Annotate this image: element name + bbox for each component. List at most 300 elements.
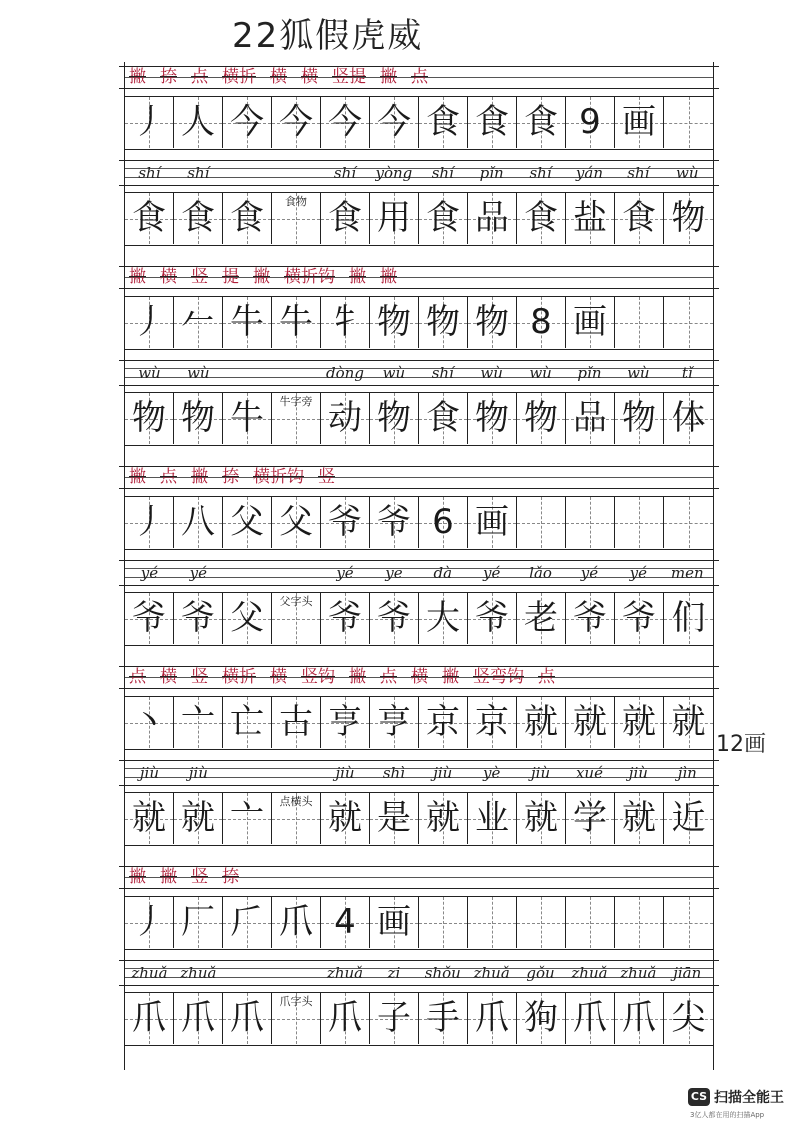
pinyin-syllable xyxy=(223,758,272,788)
grid-cell xyxy=(174,193,223,244)
pinyin-syllable: jiù xyxy=(139,764,159,782)
scanner-logo-icon: CS xyxy=(688,1088,710,1106)
practice-character: 爪 xyxy=(622,998,656,1038)
pinyin-syllable: men xyxy=(670,564,704,582)
practice-character: 手 xyxy=(426,998,460,1038)
stroke-name: 竖提 xyxy=(332,67,366,87)
practice-character: 物 xyxy=(671,198,706,238)
practice-character: 爷 xyxy=(573,598,607,638)
grid-cell xyxy=(664,897,713,948)
pinyin-syllable xyxy=(223,358,272,388)
grid-cell xyxy=(566,897,615,948)
pinyin-syllable: jìn xyxy=(677,764,697,782)
word-practice-row xyxy=(125,792,713,846)
pinyin-syllable: shì xyxy=(382,764,405,782)
grid-cell xyxy=(223,897,272,948)
trace-character: 八 xyxy=(181,502,215,542)
radical-name: 爪字头 xyxy=(279,995,313,1008)
grid-cell xyxy=(566,97,615,148)
grid-cell xyxy=(272,193,321,244)
pinyin-syllable: shí xyxy=(333,164,357,182)
grid-cell xyxy=(125,497,174,548)
grid-cell xyxy=(664,697,713,748)
grid-cell xyxy=(664,993,713,1044)
practice-character: 爪 xyxy=(573,998,607,1038)
stroke-trace-row xyxy=(125,696,713,750)
stroke-trace-row xyxy=(125,896,713,950)
practice-character: 物 xyxy=(524,398,558,438)
trace-character: 京 xyxy=(426,702,460,742)
trace-character: 就 xyxy=(524,702,558,742)
practice-character: 食 xyxy=(524,198,558,238)
scanner-watermark xyxy=(688,1086,798,1122)
grid-cell xyxy=(272,697,321,748)
word-practice-row xyxy=(125,392,713,446)
trace-character: 就 xyxy=(573,702,607,742)
stroke-name: 撇 xyxy=(349,667,366,687)
stroke-name: 点 xyxy=(160,467,177,487)
stroke-order-row xyxy=(125,662,713,692)
pinyin-syllable: shí xyxy=(138,164,161,182)
stroke-name: 点 xyxy=(380,667,397,687)
grid-cell xyxy=(419,393,468,444)
practice-character: 业 xyxy=(475,798,509,838)
grid-cell xyxy=(468,97,517,148)
pinyin-syllable: yé xyxy=(336,564,354,582)
grid-cell xyxy=(566,193,615,244)
word-practice-row xyxy=(125,592,713,646)
grid-cell xyxy=(223,193,272,244)
practice-character: 爷 xyxy=(132,598,166,638)
grid-cell xyxy=(419,793,468,844)
stroke-name: 捺 xyxy=(222,867,239,887)
trace-character: 物 xyxy=(377,302,411,342)
grid-cell xyxy=(370,793,419,844)
grid-cell xyxy=(174,593,223,644)
practice-character: 物 xyxy=(475,398,509,438)
pinyin-syllable: wù xyxy=(480,364,503,382)
trace-character: 食 xyxy=(475,102,509,142)
practice-character: 物 xyxy=(132,398,166,438)
pinyin-syllable xyxy=(223,558,272,588)
grid-cell xyxy=(370,497,419,548)
grid-cell xyxy=(615,993,664,1044)
grid-cell xyxy=(615,697,664,748)
grid-cell xyxy=(566,297,615,348)
stroke-name: 竖 xyxy=(191,667,208,687)
grid-cell xyxy=(272,297,321,348)
stroke-name: 撇 xyxy=(160,867,177,887)
practice-character: 食 xyxy=(426,198,460,238)
trace-character: 今 xyxy=(230,102,264,142)
pinyin-syllable: jiù xyxy=(188,764,208,782)
grid-cell xyxy=(223,97,272,148)
pinyin-syllable: xué xyxy=(575,764,603,782)
practice-character: 食 xyxy=(622,198,656,238)
stroke-name: 捺 xyxy=(222,467,239,487)
word-practice-row xyxy=(125,192,713,246)
grid-cell xyxy=(370,297,419,348)
grid-cell xyxy=(223,297,272,348)
grid-cell xyxy=(272,993,321,1044)
trace-character: 爷 xyxy=(377,502,411,542)
stroke-trace-row xyxy=(125,496,713,550)
practice-character: 爷 xyxy=(328,598,362,638)
grid-cell xyxy=(223,993,272,1044)
grid-cell xyxy=(223,497,272,548)
pinyin-row xyxy=(125,158,713,188)
trace-character: 6 xyxy=(432,502,454,542)
pinyin-syllable: wù xyxy=(529,364,552,382)
grid-cell xyxy=(321,793,370,844)
grid-cell xyxy=(468,697,517,748)
grid-cell xyxy=(566,697,615,748)
practice-character: 品 xyxy=(475,198,509,238)
pinyin-syllable: ye xyxy=(385,564,403,582)
pinyin-syllable: yè xyxy=(483,764,501,782)
practice-character: 就 xyxy=(328,798,362,838)
grid-cell xyxy=(468,897,517,948)
grid-cell xyxy=(566,993,615,1044)
grid-cell xyxy=(174,393,223,444)
grid-cell xyxy=(615,793,664,844)
stroke-order-row xyxy=(125,262,713,292)
grid-cell xyxy=(125,297,174,348)
practice-character: 爷 xyxy=(377,598,411,638)
grid-cell xyxy=(223,393,272,444)
trace-character: 亨 xyxy=(377,702,411,742)
pinyin-syllable: gǒu xyxy=(526,964,555,982)
grid-cell xyxy=(223,793,272,844)
grid-cell xyxy=(125,393,174,444)
stroke-name: 点 xyxy=(411,67,428,87)
stroke-name: 点 xyxy=(129,667,146,687)
pinyin-syllable: wù xyxy=(627,364,650,382)
pinyin-syllable: zhuǎ xyxy=(326,964,364,982)
grid-cell xyxy=(566,593,615,644)
stroke-name: 横 xyxy=(270,67,287,87)
grid-cell xyxy=(125,193,174,244)
pinyin-syllable: jiù xyxy=(433,764,453,782)
pinyin-syllable xyxy=(272,958,321,988)
stroke-name: 撇 xyxy=(442,667,459,687)
grid-cell xyxy=(370,97,419,148)
grid-cell xyxy=(321,193,370,244)
grid-cell xyxy=(125,697,174,748)
practice-character: 老 xyxy=(524,598,558,638)
grid-cell xyxy=(370,993,419,1044)
radical-name: 牛字旁 xyxy=(279,395,313,408)
pinyin-syllable: yé xyxy=(483,564,501,582)
grid-cell xyxy=(664,193,713,244)
grid-cell xyxy=(223,697,272,748)
pinyin-syllable: shí xyxy=(627,164,650,182)
trace-character: 丿 xyxy=(132,902,166,942)
grid-cell xyxy=(468,393,517,444)
stroke-name: 横 xyxy=(160,667,177,687)
practice-character: 爷 xyxy=(475,598,509,638)
pinyin-syllable: pǐn xyxy=(479,164,504,182)
pinyin-syllable xyxy=(272,558,321,588)
grid-cell xyxy=(664,97,713,148)
grid-cell xyxy=(468,793,517,844)
trace-character: 食 xyxy=(524,102,558,142)
pinyin-syllable: shí xyxy=(187,164,210,182)
practice-character: 大 xyxy=(426,598,460,638)
grid-cell xyxy=(419,697,468,748)
grid-cell xyxy=(468,497,517,548)
trace-character: 人 xyxy=(181,102,215,142)
stroke-name: 捺 xyxy=(160,67,177,87)
pinyin-syllable: yé xyxy=(140,564,159,582)
grid-cell xyxy=(664,393,713,444)
grid-cell xyxy=(125,897,174,948)
grid-cell xyxy=(615,297,664,348)
trace-character: 食 xyxy=(426,102,460,142)
pinyin-syllable: shí xyxy=(431,164,454,182)
pinyin-syllable: zhuǎ xyxy=(131,964,168,982)
stroke-trace-row xyxy=(125,96,713,150)
radical-name: 父字头 xyxy=(279,595,313,608)
practice-character: 是 xyxy=(377,798,411,838)
trace-character: 丿 xyxy=(132,102,166,142)
trace-character: 爪 xyxy=(279,902,313,942)
grid-cell xyxy=(419,297,468,348)
pinyin-syllable: shí xyxy=(529,164,552,182)
practice-character: 就 xyxy=(132,798,166,838)
grid-cell xyxy=(615,497,664,548)
grid-cell xyxy=(468,993,517,1044)
trace-character: 牛 xyxy=(230,302,264,342)
stroke-name: 撇 xyxy=(129,467,146,487)
stroke-name: 横折 xyxy=(222,67,256,87)
grid-cell xyxy=(125,97,174,148)
grid-cell xyxy=(272,593,321,644)
practice-character: 亠 xyxy=(230,798,264,838)
practice-character: 物 xyxy=(181,398,215,438)
stroke-name: 撇 xyxy=(380,267,397,287)
grid-cell xyxy=(272,97,321,148)
trace-character: 丿 xyxy=(132,302,166,342)
grid-cell xyxy=(223,593,272,644)
grid-cell xyxy=(321,593,370,644)
word-practice-row xyxy=(125,992,713,1046)
trace-character: 今 xyxy=(279,102,313,142)
pinyin-syllable: zi xyxy=(387,964,401,982)
trace-character: 画 xyxy=(573,302,607,342)
grid-cell xyxy=(517,897,566,948)
grid-cell xyxy=(664,297,713,348)
stroke-name: 横 xyxy=(160,267,177,287)
stroke-name: 撇 xyxy=(380,67,397,87)
pinyin-syllable xyxy=(272,358,321,388)
stroke-order-row xyxy=(125,462,713,492)
practice-character: 物 xyxy=(377,398,411,438)
pinyin-syllable: yán xyxy=(575,164,603,182)
trace-character: 亡 xyxy=(230,702,264,742)
stroke-name: 竖弯钩 xyxy=(473,667,524,687)
stroke-name: 撇 xyxy=(129,67,146,87)
stroke-name: 横折 xyxy=(222,667,256,687)
pinyin-syllable: yòng xyxy=(375,164,413,182)
grid-cell xyxy=(664,793,713,844)
stroke-count-note: 12画 xyxy=(716,732,766,757)
pinyin-row xyxy=(125,358,713,388)
grid-cell xyxy=(370,393,419,444)
pinyin-syllable xyxy=(272,758,321,788)
grid-cell xyxy=(174,497,223,548)
trace-character: 画 xyxy=(622,102,656,142)
practice-character: 狗 xyxy=(524,998,558,1038)
grid-cell xyxy=(272,393,321,444)
grid-cell xyxy=(468,593,517,644)
grid-cell xyxy=(517,193,566,244)
practice-character: 爷 xyxy=(622,598,656,638)
practice-sheet xyxy=(124,62,714,1070)
pinyin-syllable: dà xyxy=(433,564,453,582)
pinyin-syllable xyxy=(223,958,272,988)
grid-cell xyxy=(370,697,419,748)
grid-cell xyxy=(419,993,468,1044)
pinyin-row xyxy=(125,958,713,988)
practice-character: 们 xyxy=(671,598,706,638)
pinyin-syllable: zhuǎ xyxy=(571,964,608,982)
grid-cell xyxy=(321,393,370,444)
practice-character: 爪 xyxy=(230,998,264,1038)
stroke-name: 点 xyxy=(191,67,208,87)
trace-character: 丿 xyxy=(132,502,166,542)
grid-cell xyxy=(125,593,174,644)
trace-character: 丶 xyxy=(132,702,166,742)
practice-character: 食 xyxy=(426,398,460,438)
grid-cell xyxy=(566,793,615,844)
grid-cell xyxy=(125,793,174,844)
grid-cell xyxy=(272,497,321,548)
trace-character: 𠂆 xyxy=(230,902,264,942)
grid-cell xyxy=(321,497,370,548)
trace-character: 厂 xyxy=(181,902,215,942)
stroke-name: 横 xyxy=(411,667,428,687)
practice-character: 盐 xyxy=(573,198,607,238)
trace-character: 4 xyxy=(334,902,356,942)
grid-cell xyxy=(517,97,566,148)
grid-cell xyxy=(468,297,517,348)
grid-cell xyxy=(566,393,615,444)
radical-name: 食物 xyxy=(285,195,307,208)
practice-character: 父 xyxy=(230,598,264,638)
grid-cell xyxy=(419,497,468,548)
pinyin-syllable: zhuǎ xyxy=(180,964,217,982)
pinyin-syllable: zhuǎ xyxy=(473,964,510,982)
stroke-name: 撇 xyxy=(253,267,270,287)
grid-cell xyxy=(272,793,321,844)
grid-cell xyxy=(615,593,664,644)
practice-character: 食 xyxy=(328,198,362,238)
practice-character: 品 xyxy=(573,398,607,438)
practice-character: 体 xyxy=(671,398,706,438)
stroke-name: 横 xyxy=(301,67,318,87)
grid-cell xyxy=(419,193,468,244)
pinyin-syllable: shí xyxy=(431,364,454,382)
grid-cell xyxy=(370,193,419,244)
trace-character: 亨 xyxy=(328,702,362,742)
pinyin-syllable: wù xyxy=(187,364,210,382)
trace-character: 父 xyxy=(230,502,264,542)
stroke-name: 竖 xyxy=(191,867,208,887)
practice-character: 食 xyxy=(230,198,264,238)
pinyin-syllable: wù xyxy=(138,364,161,382)
page-title: 22狐假虎威 xyxy=(232,16,424,56)
grid-cell xyxy=(321,993,370,1044)
grid-cell xyxy=(419,97,468,148)
trace-character: 古 xyxy=(279,702,313,742)
practice-character: 物 xyxy=(622,398,656,438)
trace-character: 亠 xyxy=(181,702,215,742)
grid-cell xyxy=(517,593,566,644)
scanner-tagline: 3亿人都在用的扫描App xyxy=(690,1111,765,1119)
pinyin-syllable: wù xyxy=(675,164,699,182)
practice-character: 子 xyxy=(377,998,411,1038)
pinyin-syllable: wù xyxy=(382,364,406,382)
trace-character: 京 xyxy=(475,702,509,742)
pinyin-syllable: lǎo xyxy=(529,564,552,582)
practice-character: 爷 xyxy=(181,598,215,638)
practice-character: 就 xyxy=(622,798,656,838)
trace-character: 物 xyxy=(475,302,509,342)
stroke-name: 撇 xyxy=(129,267,146,287)
pinyin-syllable: dòng xyxy=(326,364,364,382)
grid-cell xyxy=(174,993,223,1044)
trace-character: 画 xyxy=(475,502,509,542)
pinyin-syllable: yé xyxy=(629,564,648,582)
grid-cell xyxy=(615,393,664,444)
grid-cell xyxy=(517,297,566,348)
grid-cell xyxy=(174,97,223,148)
pinyin-syllable: yé xyxy=(580,564,599,582)
trace-character: 画 xyxy=(377,902,411,942)
practice-character: 学 xyxy=(573,798,607,838)
grid-cell xyxy=(321,297,370,348)
grid-cell xyxy=(321,897,370,948)
stroke-name: 撇 xyxy=(129,867,146,887)
grid-cell xyxy=(125,993,174,1044)
trace-character: 𠂉 xyxy=(181,302,215,342)
pinyin-syllable: shǒu xyxy=(424,964,461,982)
pinyin-syllable: jiù xyxy=(531,764,551,782)
grid-cell xyxy=(419,593,468,644)
pinyin-syllable: jiù xyxy=(628,764,648,782)
practice-character: 动 xyxy=(328,398,362,438)
pinyin-syllable: zhuǎ xyxy=(620,964,657,982)
practice-character: 尖 xyxy=(671,998,706,1038)
trace-character: 牜 xyxy=(328,302,362,342)
stroke-trace-row xyxy=(125,296,713,350)
grid-cell xyxy=(174,697,223,748)
grid-cell xyxy=(272,897,321,948)
pinyin-syllable: jiān xyxy=(673,964,702,982)
pinyin-syllable: yé xyxy=(189,564,208,582)
radical-name: 点横头 xyxy=(279,795,313,808)
trace-character: 今 xyxy=(377,102,411,142)
practice-character: 食 xyxy=(132,198,166,238)
grid-cell xyxy=(419,897,468,948)
grid-cell xyxy=(321,97,370,148)
practice-character: 就 xyxy=(181,798,215,838)
practice-character: 食 xyxy=(181,198,215,238)
trace-character: 今 xyxy=(328,102,362,142)
stroke-order-row xyxy=(125,862,713,892)
stroke-name: 点 xyxy=(538,667,555,687)
